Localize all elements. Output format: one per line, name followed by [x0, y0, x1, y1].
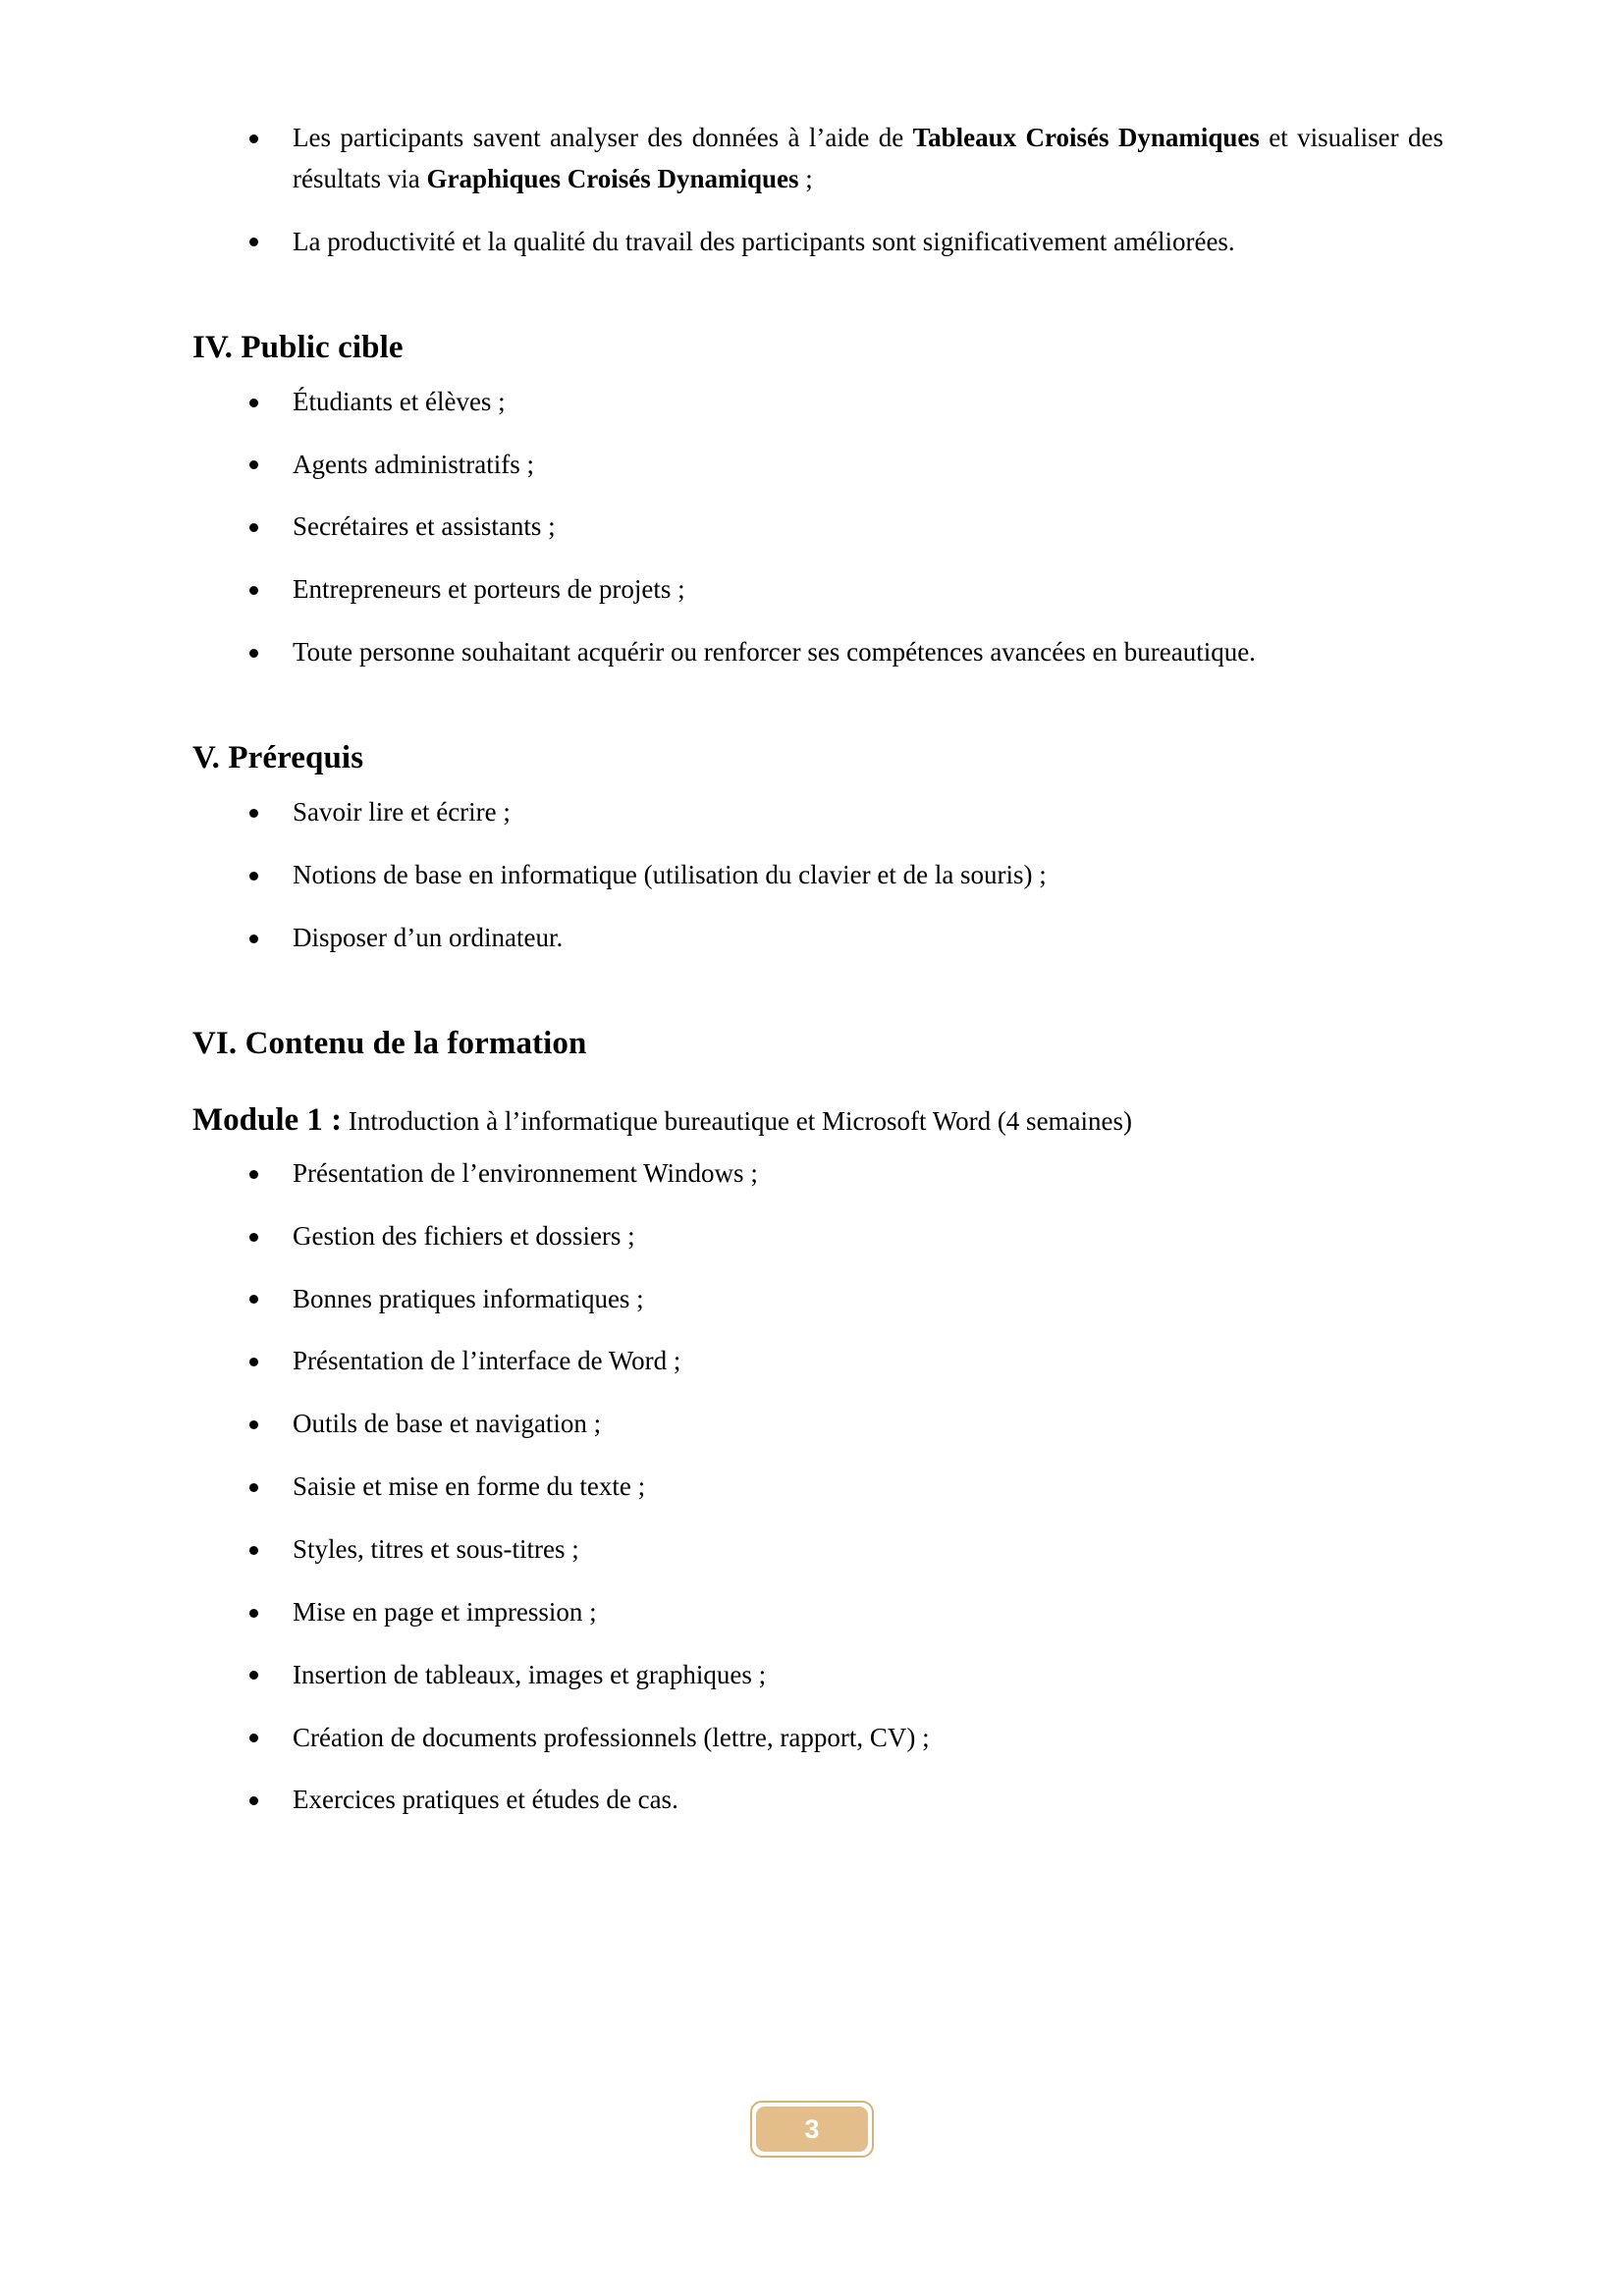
bullet-dot-icon [249, 1170, 258, 1179]
list-item [192, 1780, 1443, 1842]
plain-text: Bonnes pratiques informatiques ; [293, 1283, 644, 1313]
plain-text: Savoir lire et écrire ; [293, 797, 511, 828]
list-item [192, 1718, 1443, 1781]
bullet-dot-icon [249, 1734, 258, 1742]
list-item [192, 382, 1443, 445]
bullet-dot-icon [249, 460, 258, 469]
section-public-cible [192, 328, 1443, 368]
list-item [192, 632, 1443, 695]
plain-text: Création de documents professionnels (lettre, rapport, CV) ; [293, 1722, 930, 1752]
plain-text: Gestion des fichiers et dossiers ; [293, 1220, 635, 1251]
plain-text: Présentation de l’environnement Windows ; [293, 1157, 758, 1188]
plain-text: Mise en page et impression ; [293, 1596, 597, 1627]
plain-text: et visualiser des résultats via [293, 123, 1444, 193]
plain-text: Disposer d’un ordinateur. [293, 922, 564, 952]
module-bullet-text [293, 1341, 1443, 1382]
module-1-line [192, 1099, 1443, 1142]
bullet-dot-icon [249, 872, 258, 881]
plain-text: Saisie et mise en forme du texte ; [293, 1471, 646, 1502]
module-1-bullet-list [192, 1153, 1443, 1842]
plain-text: Outils de base et navigation ; [293, 1409, 602, 1439]
list-item [192, 222, 1443, 285]
module-1-label: Module 1 : [192, 1102, 343, 1139]
section-heading-public-cible: IV. Public cible [192, 329, 404, 365]
section-contenu-formation [192, 1024, 1443, 1064]
list-item [192, 1404, 1443, 1467]
bullet-dot-icon [249, 1483, 258, 1492]
page-number-text: 3 [804, 2113, 820, 2144]
public-cible-bullet-text [293, 445, 1443, 486]
prerequis-bullet-text [293, 918, 1443, 959]
bullet-dot-icon [249, 1295, 258, 1304]
list-item [192, 1216, 1443, 1279]
module-bullet-text [293, 1592, 1443, 1633]
list-item [192, 507, 1443, 569]
plain-text: Entrepreneurs et porteurs de projets ; [293, 574, 685, 605]
prerequis-bullet-text [293, 792, 1443, 833]
plain-text: Étudiants et élèves ; [293, 386, 506, 416]
public-cible-bullet-text [293, 569, 1443, 611]
bullet-dot-icon [249, 134, 258, 143]
list-item [192, 569, 1443, 632]
emphasis-text: Graphiques Croisés Dynamiques [426, 163, 799, 193]
bullet-dot-icon [249, 1233, 258, 1242]
bullet-dot-icon [249, 1420, 258, 1429]
plain-text: Notions de base en informatique (utilisation du clavier et de la souris) ; [293, 860, 1047, 890]
emphasis-text: Tableaux Croisés Dynamiques [912, 123, 1260, 152]
bullet-dot-icon [249, 934, 258, 943]
module-bullet-text [293, 1279, 1443, 1320]
bullet-dot-icon [249, 809, 258, 818]
plain-text: Styles, titres et sous-titres ; [293, 1533, 579, 1564]
intro-bullet-list [192, 118, 1443, 285]
section-heading-contenu-formation: VI. Contenu de la formation [192, 1025, 587, 1061]
page-number-badge-inner [756, 2107, 868, 2152]
page-number-footer [0, 2101, 1624, 2158]
bullet-dot-icon [249, 1609, 258, 1618]
list-item [192, 1153, 1443, 1216]
plain-text: ; [798, 163, 813, 193]
module-bullet-text [293, 1216, 1443, 1257]
list-item [192, 1592, 1443, 1655]
section-heading-prerequis: V. Prérequis [192, 740, 364, 775]
plain-text: Insertion de tableaux, images et graphiques ; [293, 1659, 767, 1689]
plain-text: Toute personne souhaitant acquérir ou renforcer ses compétences avancées en bureautique. [293, 637, 1256, 667]
list-item [192, 792, 1443, 855]
prerequis-bullet-text [293, 855, 1443, 896]
module-bullet-text [293, 1529, 1443, 1571]
module-bullet-text [293, 1718, 1443, 1759]
page-number-badge [750, 2101, 874, 2158]
bullet-dot-icon [249, 1546, 258, 1555]
module-bullet-text [293, 1780, 1443, 1821]
prerequis-bullet-list [192, 792, 1443, 981]
module-1-title: Introduction à l’informatique bureautique et Microsoft Word (4 semaines) [342, 1106, 1133, 1137]
plain-text: La productivité et la qualité du travail des participants sont significativement améliorées. [293, 226, 1235, 256]
list-item [192, 1279, 1443, 1342]
plain-text: Les participants savent analyser des données à l’aide de [293, 123, 913, 152]
bullet-dot-icon [249, 523, 258, 532]
intro-bullet-text [293, 222, 1443, 263]
list-item [192, 855, 1443, 918]
section-prerequis [192, 738, 1443, 778]
module-bullet-text [293, 1467, 1443, 1508]
bullet-dot-icon [249, 1358, 258, 1366]
public-cible-bullet-list [192, 382, 1443, 695]
page-content [192, 118, 1443, 1842]
plain-text: Présentation de l’interface de Word ; [293, 1346, 681, 1376]
plain-text: Secrétaires et assistants ; [293, 511, 556, 542]
bullet-dot-icon [249, 1671, 258, 1680]
list-item [192, 118, 1443, 222]
module-bullet-text [293, 1655, 1443, 1696]
public-cible-bullet-text [293, 632, 1443, 673]
plain-text: Agents administratifs ; [293, 449, 534, 479]
list-item [192, 1341, 1443, 1404]
bullet-dot-icon [249, 586, 258, 595]
list-item [192, 1467, 1443, 1529]
list-item [192, 445, 1443, 507]
bullet-dot-icon [249, 238, 258, 246]
public-cible-bullet-text [293, 382, 1443, 423]
module-bullet-text [293, 1153, 1443, 1195]
bullet-dot-icon [249, 399, 258, 407]
list-item [192, 918, 1443, 981]
public-cible-bullet-text [293, 507, 1443, 548]
module-bullet-text [293, 1404, 1443, 1445]
list-item [192, 1529, 1443, 1592]
intro-bullet-text [293, 118, 1443, 200]
bullet-dot-icon [249, 1796, 258, 1805]
bullet-dot-icon [249, 649, 258, 658]
list-item [192, 1655, 1443, 1718]
plain-text: Exercices pratiques et études de cas. [293, 1785, 678, 1815]
